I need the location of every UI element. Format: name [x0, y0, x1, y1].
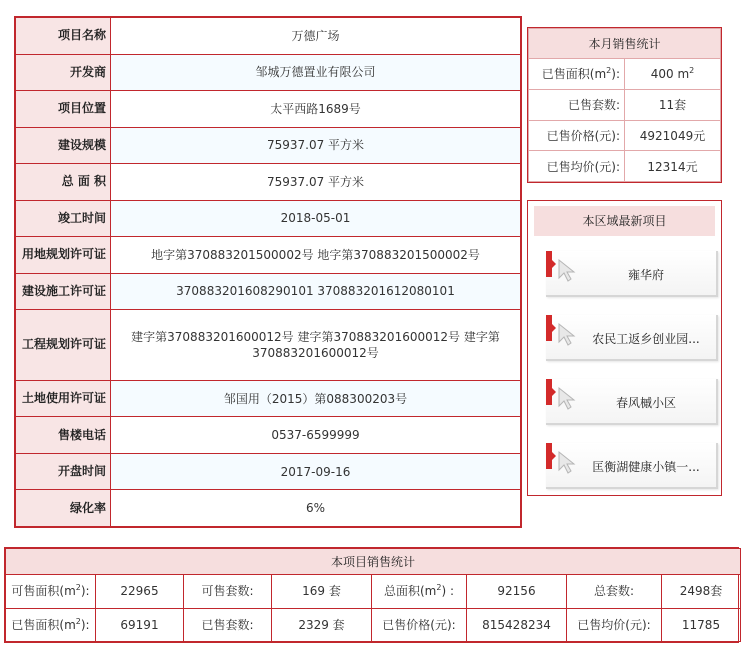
- sold-area-value: 69191: [96, 608, 184, 642]
- info-row-completion: [16, 200, 521, 237]
- info-row-land-plan: [16, 237, 521, 274]
- red-flag-icon: [546, 379, 552, 405]
- info-label: 总 面 积: [16, 164, 111, 201]
- avg-price-label: 已售均价(元):: [567, 608, 662, 642]
- red-flag-icon: [546, 443, 552, 469]
- region-project-item[interactable]: [546, 251, 718, 297]
- avail-units-label: 可售套数:: [184, 575, 272, 609]
- region-projects-panel: [527, 200, 722, 496]
- completion-date-value: 2018-05-01: [111, 200, 521, 237]
- month-avg-price-value: 12314元: [625, 151, 721, 182]
- project-info-table: [14, 16, 522, 528]
- region-project-name[interactable]: 雍华府: [627, 268, 664, 282]
- info-row-location: [16, 91, 521, 128]
- total-area-label: 总面积$(m^2)$ :: [372, 575, 467, 609]
- pointer-cursor-icon: [556, 321, 582, 347]
- region-projects-title: 本区域最新项目: [534, 206, 715, 236]
- info-row-engineering: [16, 310, 521, 381]
- info-row-developer: [16, 54, 521, 91]
- avail-area-value: 22965: [96, 575, 184, 609]
- region-project-item[interactable]: [546, 443, 718, 489]
- total-units-label: 总套数:: [567, 575, 662, 609]
- info-row-name: [16, 18, 521, 55]
- green-rate-value: 6%: [111, 490, 521, 527]
- pointer-cursor-icon: [556, 449, 582, 475]
- info-label: 竣工时间: [16, 200, 111, 237]
- opening-date-value: 2017-09-16: [111, 453, 521, 490]
- total-area-value: 75937.07 平方米: [111, 164, 521, 201]
- month-sold-units-label: 已售套数:: [529, 89, 625, 120]
- scale-value: 75937.07 平方米: [111, 127, 521, 164]
- project-sales-panel: [4, 547, 739, 643]
- engineering-permit-value: 建字第370883201600012号 建字第370883201600012号 建字第370883201600012号: [111, 310, 521, 381]
- project-name-value: 万德广场: [111, 18, 521, 55]
- info-row-land-use: [16, 380, 521, 417]
- construction-permit-value: 370883201608290101 370883201612080101: [111, 273, 521, 310]
- sales-phone-value: 0537-6599999: [111, 417, 521, 454]
- red-flag-icon: [546, 251, 552, 277]
- sold-units-label: 已售套数:: [184, 608, 272, 642]
- region-project-item[interactable]: [546, 379, 718, 425]
- sold-price-value: 815428234: [467, 608, 567, 642]
- info-row-construction: [16, 273, 521, 310]
- month-sold-price-label: 已售价格(元):: [529, 120, 625, 151]
- info-label: 项目位置: [16, 91, 111, 128]
- info-label: 用地规划许可证: [16, 237, 111, 274]
- info-label: 建设施工许可证: [16, 273, 111, 310]
- month-sold-price-value: 4921049元: [625, 120, 721, 151]
- month-avg-price-label: 已售均价(元):: [529, 151, 625, 182]
- info-label: 工程规划许可证: [16, 310, 111, 381]
- sold-units-value: 2329 套: [272, 608, 372, 642]
- info-label: 售楼电话: [16, 417, 111, 454]
- sold-price-label: 已售价格(元):: [372, 608, 467, 642]
- avg-price-value: 11785: [662, 608, 741, 642]
- region-project-name[interactable]: 春风槭小区: [615, 396, 676, 410]
- developer-value: 邹城万德置业有限公司: [111, 54, 521, 91]
- monthly-sales-title: 本月销售统计: [529, 29, 721, 59]
- region-project-item[interactable]: [546, 315, 718, 361]
- info-label: 绿化率: [16, 490, 111, 527]
- sold-area-label: 已售面积$(m^2)$:: [6, 608, 96, 642]
- project-sales-title: 本项目销售统计: [6, 549, 741, 575]
- info-row-opening: [16, 453, 521, 490]
- region-project-name[interactable]: 农民工返乡创业园...: [592, 332, 700, 346]
- land-use-permit-value: 邹国用（2015）第088300203号: [111, 380, 521, 417]
- red-flag-icon: [546, 315, 552, 341]
- info-row-green: [16, 490, 521, 527]
- info-label: 开盘时间: [16, 453, 111, 490]
- pointer-cursor-icon: [556, 257, 582, 283]
- location-value: 太平西路1689号: [111, 91, 521, 128]
- total-units-value: 2498套: [662, 575, 741, 609]
- info-row-phone: [16, 417, 521, 454]
- avail-area-label: 可售面积$(m^2)$:: [6, 575, 96, 609]
- month-sold-area-label: 已售面积$(m^2)$:: [529, 59, 625, 90]
- land-plan-permit-value: 地字第370883201500002号 地字第370883201500002号: [111, 237, 521, 274]
- total-area-value: 92156: [467, 575, 567, 609]
- pointer-cursor-icon: [556, 385, 582, 411]
- info-label: 项目名称: [16, 18, 111, 55]
- month-sold-area-value: 400 $m^2$: [625, 59, 721, 90]
- avail-units-value: 169 套: [272, 575, 372, 609]
- info-label: 土地使用许可证: [16, 380, 111, 417]
- info-label: 建设规模: [16, 127, 111, 164]
- info-label: 开发商: [16, 54, 111, 91]
- monthly-sales-panel: [527, 27, 722, 183]
- info-row-area: [16, 164, 521, 201]
- info-row-scale: [16, 127, 521, 164]
- region-project-name[interactable]: 匡衡湖健康小镇一...: [592, 460, 700, 474]
- month-sold-units-value: 11套: [625, 89, 721, 120]
